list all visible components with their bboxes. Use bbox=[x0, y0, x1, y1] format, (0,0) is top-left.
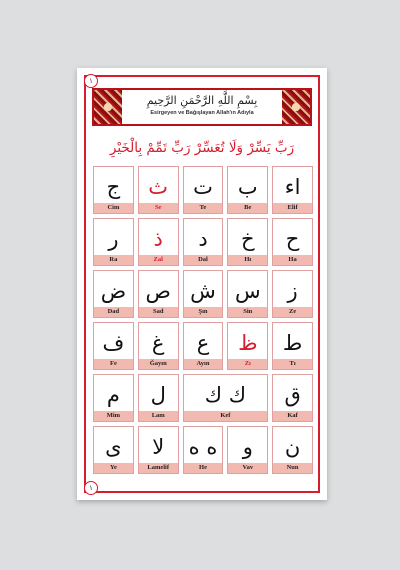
letter-row bbox=[93, 166, 313, 214]
arabic-letter: ت bbox=[193, 175, 213, 199]
letter-name-label: Elif bbox=[273, 203, 312, 213]
arabic-letter: ذ bbox=[153, 227, 163, 251]
header-text-block bbox=[122, 90, 282, 124]
letter-name-label: Se bbox=[139, 203, 178, 213]
letter-cell bbox=[227, 322, 268, 370]
arabic-letter: ص bbox=[145, 279, 171, 303]
arabic-letter: ظ bbox=[238, 331, 258, 355]
letter-cell bbox=[272, 166, 313, 214]
letter-name-label: Kef bbox=[184, 411, 268, 421]
arabic-letter: ى bbox=[105, 435, 122, 459]
letter-name-label: Be bbox=[228, 203, 267, 213]
arabic-letter: ث bbox=[148, 175, 169, 199]
arabic-letter: ر bbox=[108, 227, 119, 251]
arabic-letter: ف bbox=[102, 331, 125, 355]
page-number-top: ١ bbox=[84, 74, 98, 88]
arabic-letter: غ bbox=[151, 331, 165, 355]
letter-name-label: Kaf bbox=[273, 411, 312, 421]
arabic-letter: ج bbox=[106, 175, 121, 199]
letter-name-label: Dal bbox=[184, 255, 223, 265]
letter-cell bbox=[272, 426, 313, 474]
letter-name-label: Zı bbox=[228, 359, 267, 369]
letter-row bbox=[93, 270, 313, 318]
letter-name-label: Dad bbox=[94, 307, 133, 317]
arabic-letter: ض bbox=[100, 279, 127, 303]
letter-cell bbox=[93, 166, 134, 214]
arabic-letter: ب bbox=[237, 175, 258, 199]
letter-cell bbox=[93, 270, 134, 318]
arabic-letter: ع bbox=[196, 331, 210, 355]
letter-name-label: He bbox=[184, 463, 223, 473]
letter-row bbox=[93, 322, 313, 370]
alphabet-poster bbox=[77, 68, 327, 500]
arabic-letter: لا bbox=[152, 435, 165, 459]
letter-cell bbox=[227, 270, 268, 318]
ornament-left-icon bbox=[94, 90, 122, 124]
letter-cell bbox=[272, 374, 313, 422]
letter-cell bbox=[272, 270, 313, 318]
arabic-letter: ك ك bbox=[204, 383, 247, 407]
letter-name-label: Vav bbox=[228, 463, 267, 473]
letter-cell bbox=[183, 218, 224, 266]
letter-cell bbox=[183, 166, 224, 214]
letter-name-label: Ze bbox=[273, 307, 312, 317]
letter-cell bbox=[138, 374, 179, 422]
letter-row bbox=[93, 374, 313, 422]
letter-name-label: Ra bbox=[94, 255, 133, 265]
arabic-letter: د bbox=[198, 227, 208, 251]
letter-cell bbox=[227, 218, 268, 266]
letter-grid bbox=[93, 166, 313, 478]
letter-name-label: Cim bbox=[94, 203, 133, 213]
letter-name-label: Nun bbox=[273, 463, 312, 473]
letter-name-label: Hı bbox=[228, 255, 267, 265]
letter-cell bbox=[227, 166, 268, 214]
letter-name-label: Zal bbox=[139, 255, 178, 265]
letter-name-label: Lamelif bbox=[139, 463, 178, 473]
letter-cell bbox=[138, 218, 179, 266]
letter-row bbox=[93, 218, 313, 266]
arabic-letter: اء bbox=[284, 175, 301, 199]
basmala-header bbox=[92, 88, 312, 126]
arabic-letter: ط bbox=[282, 331, 303, 355]
letter-cell bbox=[183, 374, 269, 422]
letter-name-label: Ğayın bbox=[139, 359, 178, 369]
letter-cell bbox=[183, 270, 224, 318]
letter-name-label: Şın bbox=[184, 307, 223, 317]
dua-line: رَبِّ يَسِّرْ وَلَا تُعَسِّرْ رَبِّ تَمِّمْ بِالْخَيْرِ bbox=[109, 140, 295, 156]
letter-row bbox=[93, 426, 313, 474]
arabic-letter: ش bbox=[190, 279, 216, 303]
letter-cell bbox=[183, 322, 224, 370]
letter-name-label: Lam bbox=[139, 411, 178, 421]
letter-name-label: Ayın bbox=[184, 359, 223, 369]
arabic-letter: م bbox=[106, 383, 120, 407]
ornament-right-icon bbox=[282, 90, 310, 124]
letter-cell bbox=[93, 218, 134, 266]
letter-cell bbox=[272, 322, 313, 370]
arabic-letter: ز bbox=[287, 279, 298, 303]
letter-cell bbox=[272, 218, 313, 266]
letter-cell bbox=[138, 270, 179, 318]
letter-name-label: Te bbox=[184, 203, 223, 213]
letter-cell bbox=[93, 374, 134, 422]
letter-cell bbox=[93, 322, 134, 370]
letter-name-label: Tı bbox=[273, 359, 312, 369]
letter-name-label: Ha bbox=[273, 255, 312, 265]
letter-name-label: Sad bbox=[139, 307, 178, 317]
letter-cell bbox=[227, 426, 268, 474]
arabic-letter: ن bbox=[284, 435, 301, 459]
letter-cell bbox=[93, 426, 134, 474]
arabic-letter: ل bbox=[150, 383, 166, 407]
arabic-letter: و bbox=[242, 435, 253, 459]
basmala-text: بِسْمِ اللَّهِ الرَّحْمَنِ الرَّحِيمِ bbox=[146, 94, 258, 107]
arabic-letter: ح bbox=[285, 227, 300, 251]
letter-cell bbox=[138, 322, 179, 370]
arabic-letter: ه ه bbox=[188, 435, 218, 459]
arabic-letter: س bbox=[234, 279, 261, 303]
arabic-letter: خ bbox=[241, 227, 255, 251]
basmala-translation: Esirgeyen ve Bağışlayan Allah'ın Adıyla bbox=[150, 110, 254, 116]
letter-name-label: Ye bbox=[94, 463, 133, 473]
letter-cell bbox=[138, 426, 179, 474]
letter-name-label: Sin bbox=[228, 307, 267, 317]
letter-name-label: Fe bbox=[94, 359, 133, 369]
page-number-bottom: ١ bbox=[84, 481, 98, 495]
arabic-letter: ق bbox=[284, 383, 301, 407]
letter-cell bbox=[183, 426, 224, 474]
letter-cell bbox=[138, 166, 179, 214]
letter-name-label: Mim bbox=[94, 411, 133, 421]
